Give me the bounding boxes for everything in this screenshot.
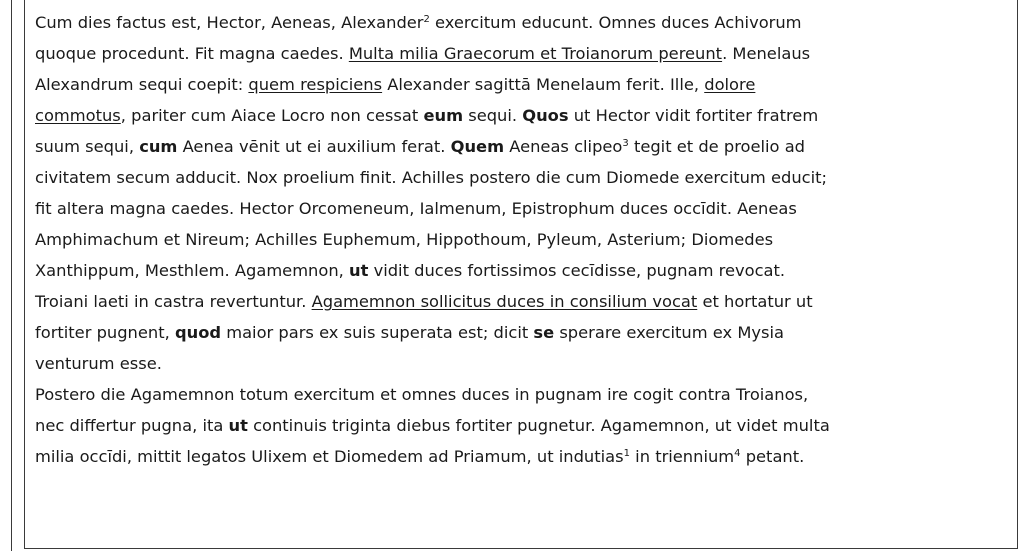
text-line: fortiter pugnent, quod maior pars ex suis superata est; dicit se sperare exercitum ex Mysia [35, 323, 784, 342]
footnote-marker: 2 [423, 14, 430, 25]
bold-word: ut [228, 416, 248, 435]
underlined-phrase: dolore [704, 75, 756, 94]
underlined-phrase: Multa milia Graecorum et Troianorum pereunt [348, 44, 723, 63]
footnote-marker: 3 [622, 138, 629, 149]
bold-word: eum [423, 106, 464, 125]
bold-word: Quem [450, 137, 505, 156]
underlined-phrase: commotus [35, 106, 121, 125]
paragraph-1 [35, 7, 1017, 379]
text-line: Postero die Agamemnon totum exercitum et omnes duces in pugnam ire cogit contra Troianos, [35, 385, 809, 404]
text-line: nec differtur pugna, ita ut continuis triginta diebus fortiter pugnetur. Agamemnon, ut videt multa [35, 416, 830, 435]
bold-word: cum [139, 137, 178, 156]
footnote-marker: 4 [734, 448, 741, 459]
text-line: venturum esse. [35, 354, 162, 373]
left-table-border [11, 0, 12, 551]
text-line: Cum dies factus est, Hector, Aeneas, Alexander$^2$ exercitum educunt. Omnes duces Achivorum [35, 13, 802, 32]
underlined-phrase: Agamemnon sollicitus duces in consilium vocat [311, 292, 698, 311]
text-line: suum sequi, cum Aenea vēnit ut ei auxilium ferat. Quem Aeneas clipeo$^3$ tegit et de proelio ad [35, 137, 806, 156]
text-line: civitatem secum adducit. Nox proelium finit. Achilles postero die cum Diomede exercitum educit; [35, 168, 827, 187]
text-line: commotus, pariter cum Aiace Locro non cessat eum sequi. Quos ut Hector vidit fortiter fratrem [35, 106, 819, 125]
text-line: milia occīdi, mittit legatos Ulixem et Diomedem ad Priamum, ut indutias$^1$ in triennium$^4$ petant. [35, 447, 805, 466]
latin-text-cell [24, 0, 1018, 549]
paragraph-2 [35, 379, 1017, 472]
text-line: Amphimachum et Nireum; Achilles Euphemum, Hippothoum, Pyleum, Asterium; Diomedes [35, 230, 774, 249]
text-line: Xanthippum, Mesthlem. Agamemnon, ut vidit duces fortissimos cecīdisse, pugnam revocat. [35, 261, 786, 280]
bold-word: ut [349, 261, 369, 280]
footnote-marker: 1 [623, 448, 630, 459]
bold-word: quod [174, 323, 222, 342]
text-line: fit altera magna caedes. Hector Orcomeneum, Ialmenum, Epistrophum duces occīdit. Aeneas [35, 199, 797, 218]
bold-word: Quos [522, 106, 569, 125]
bold-word: se [533, 323, 555, 342]
text-line: Troiani laeti in castra revertuntur. Agamemnon sollicitus duces in consilium vocat et hortatur ut [35, 292, 813, 311]
text-line: Alexandrum sequi coepit: quem respiciens Alexander sagittā Menelaum ferit. Ille, dolore [35, 75, 756, 94]
text-line: quoque procedunt. Fit magna caedes. Multa milia Graecorum et Troianorum pereunt. Menelaus [35, 44, 811, 63]
underlined-phrase: quem respiciens [248, 75, 383, 94]
